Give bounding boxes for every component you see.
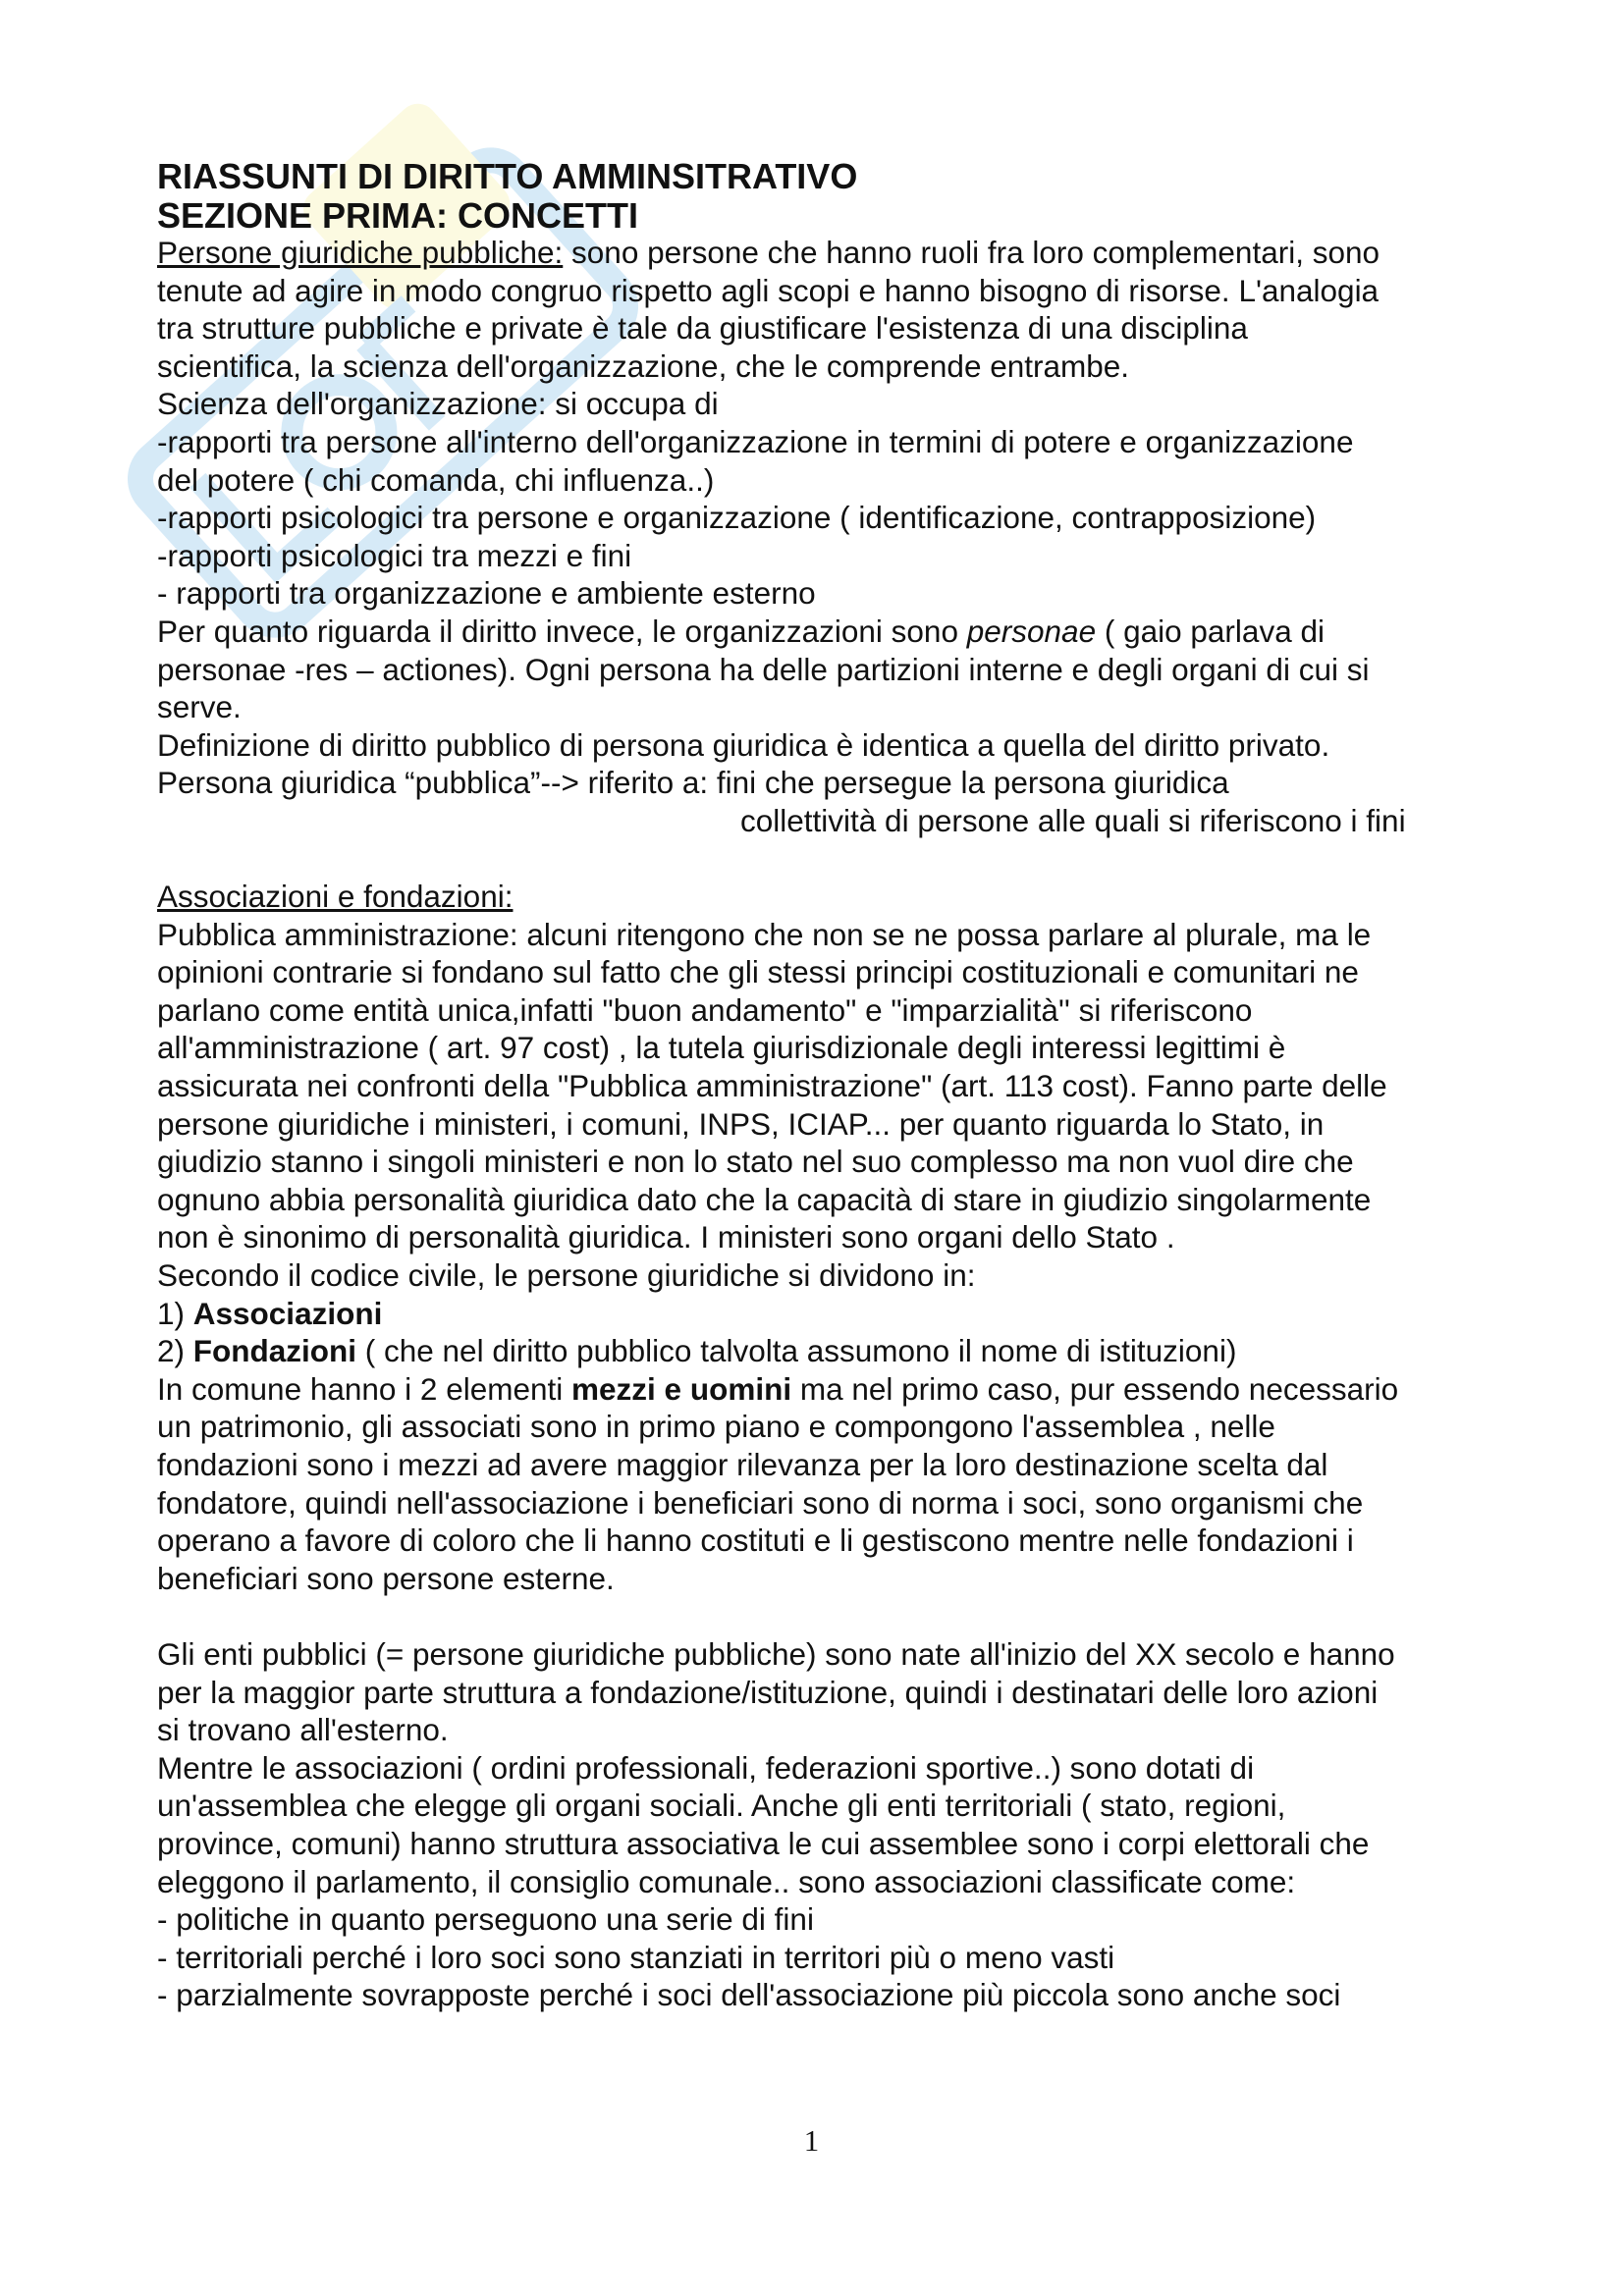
subheading: Persone giuridiche pubbliche:: [157, 235, 564, 270]
paragraph-line: Definizione di diritto pubblico di persona giuridica è identica a quella del diritto privato.: [157, 726, 1330, 763]
paragraph-line: Mentre le associazioni ( ordini professionali, federazioni sportive..) sono dotati di: [157, 1749, 1255, 1786]
paragraph-line: fondatore, quindi nell'associazione i beneficiari sono di norma i soci, sono organismi che: [157, 1484, 1364, 1521]
spacer: [157, 840, 1512, 879]
paragraph-line: Persona giuridica “pubblica”--> riferito a: fini che persegue la persona giuridica: [157, 765, 1229, 801]
list-item: -rapporti tra persone all'interno dell'organizzazione in termini di potere e organizzazione: [157, 423, 1354, 459]
paragraph-line: eleggono il parlamento, il consiglio comunale.. sono associazioni classificate come:: [157, 1863, 1296, 1899]
paragraph-line: Gli enti pubblici (= persone giuridiche pubbliche) sono nate all'inizio del XX secolo e hanno: [157, 1635, 1395, 1672]
paragraph-line: per la maggior parte struttura a fondazione/istituzione, quindi i destinatari delle loro azioni: [157, 1674, 1379, 1710]
paragraph-line: beneficiari sono persone esterne.: [157, 1560, 615, 1596]
list-item: - rapporti tra organizzazione e ambiente esterno: [157, 575, 816, 612]
list-item: -rapporti psicologici tra persone e organizzazione ( identificazione, contrapposizione): [157, 500, 1317, 536]
paragraph-line: tra strutture pubbliche e private è tale da giustificare l'esistenza di una disciplina: [157, 310, 1248, 347]
list-item: -rapporti psicologici tra mezzi e fini: [157, 537, 632, 573]
text-span: sono persone che hanno ruoli fra loro complementari, sono: [563, 235, 1380, 270]
paragraph-line: [157, 234, 1512, 272]
paragraph-line: province, comuni) hanno struttura associativa le cui assemblee sono i corpi elettorali che: [157, 1825, 1370, 1861]
page-number: 1: [803, 2123, 820, 2158]
paragraph-line: Pubblica amministrazione: alcuni ritengono che non se ne possa parlare al plurale, ma le: [157, 916, 1372, 952]
paragraph-line: assicurata nei confronti della "Pubblica amministrazione" (art. 113 cost). Fanno parte delle: [157, 1068, 1387, 1104]
paragraph-line: [157, 1370, 1512, 1409]
text-span: ( gaio parlava di: [1096, 613, 1325, 649]
paragraph-line: si trovano all'esterno.: [157, 1712, 449, 1748]
text-span: ( che nel diritto pubblico talvolta assumono il nome di istituzioni): [356, 1333, 1237, 1369]
paragraph-line: Scienza dell'organizzazione: si occupa di: [157, 386, 719, 422]
paragraph-line: ognuno abbia personalità giuridica dato che la capacità di stare in giudizio singolarmente: [157, 1181, 1372, 1217]
paragraph-line: un patrimonio, gli associati sono in primo piano e compongono l'assemblea , nelle: [157, 1409, 1275, 1445]
text-span: Per quanto riguarda il diritto invece, le organizzazioni sono: [157, 613, 967, 649]
text-span: ma nel primo caso, pur essendo necessario: [791, 1370, 1399, 1407]
list-item: - territoriali perché i loro soci sono stanziati in territori più o meno vasti: [157, 1939, 1115, 1975]
text-span: 2): [157, 1333, 193, 1369]
text-span: In comune hanno i 2 elementi: [157, 1370, 572, 1407]
list-item: [157, 1332, 1512, 1370]
paragraph-line: giudizio stanno i singoli ministeri e non lo stato nel suo complesso ma non vuol dire che: [157, 1144, 1354, 1180]
list-item: - politiche in quanto perseguono una serie di fini: [157, 1901, 814, 1938]
list-item: - parzialmente sovrapposte perché i soci dell'associazione più piccola sono anche soci: [157, 1977, 1341, 2013]
italic-term: personae: [966, 613, 1097, 649]
paragraph-line: un'assemblea che elegge gli organi sociali. Anche gli enti territoriali ( stato, regioni,: [157, 1788, 1286, 1824]
list-item: [157, 1295, 1512, 1333]
subheading: Associazioni e fondazioni:: [157, 879, 514, 915]
bold-term: Fondazioni: [192, 1333, 356, 1369]
bold-term: mezzi e uomini: [571, 1370, 792, 1407]
paragraph-line: opinioni contrarie si fondano sul fatto che gli stessi principi costituzionali e comunitari ne: [157, 954, 1359, 990]
paragraph-line: [157, 613, 1512, 651]
paragraph-line: non è sinonimo di personalità giuridica. I ministeri sono organi dello Stato .: [157, 1219, 1175, 1255]
document-body: [157, 155, 1512, 2014]
paragraph-line: serve.: [157, 689, 242, 725]
document-title: RIASSUNTI DI DIRITTO AMMINSITRATIVO: [157, 156, 858, 196]
text-span: 1): [157, 1295, 193, 1331]
paragraph-line: fondazioni sono i mezzi ad avere maggior rilevanza per la loro destinazione scelta dal: [157, 1447, 1328, 1482]
paragraph-line: parlano come entità unica,infatti "buon andamento" e "imparzialità'' si riferiscono: [157, 991, 1253, 1028]
paragraph-line: collettività di persone alle quali si riferiscono i fini: [740, 802, 1406, 838]
paragraph-line: persone giuridiche i ministeri, i comuni, INPS, ICIAP... per quanto riguarda lo Stato, in: [157, 1105, 1325, 1142]
bold-term: Associazioni: [192, 1295, 383, 1331]
paragraph-line: del potere ( chi comanda, chi influenza..): [157, 461, 715, 498]
paragraph-line: Secondo il codice civile, le persone giuridiche si dividono in:: [157, 1257, 976, 1294]
paragraph-line: operano a favore di coloro che li hanno costituti e li gestiscono mentre nelle fondazioni i: [157, 1522, 1354, 1559]
paragraph-line: tenute ad agire in modo congruo rispetto agli scopi e hanno bisogno di risorse. L'analogia: [157, 272, 1380, 308]
section-title: SEZIONE PRIMA: CONCETTI: [157, 195, 639, 236]
paragraph-line: all'amministrazione ( art. 97 cost) , la tutela giurisdizionale degli interessi legittimi è: [157, 1030, 1286, 1066]
spacer: [157, 1597, 1512, 1635]
paragraph-line: personae -res – actiones). Ogni persona ha delle partizioni interne e degli organi di cui si: [157, 651, 1370, 687]
paragraph-line: scientifica, la scienza dell'organizzazione, che le comprende entrambe.: [157, 347, 1130, 384]
